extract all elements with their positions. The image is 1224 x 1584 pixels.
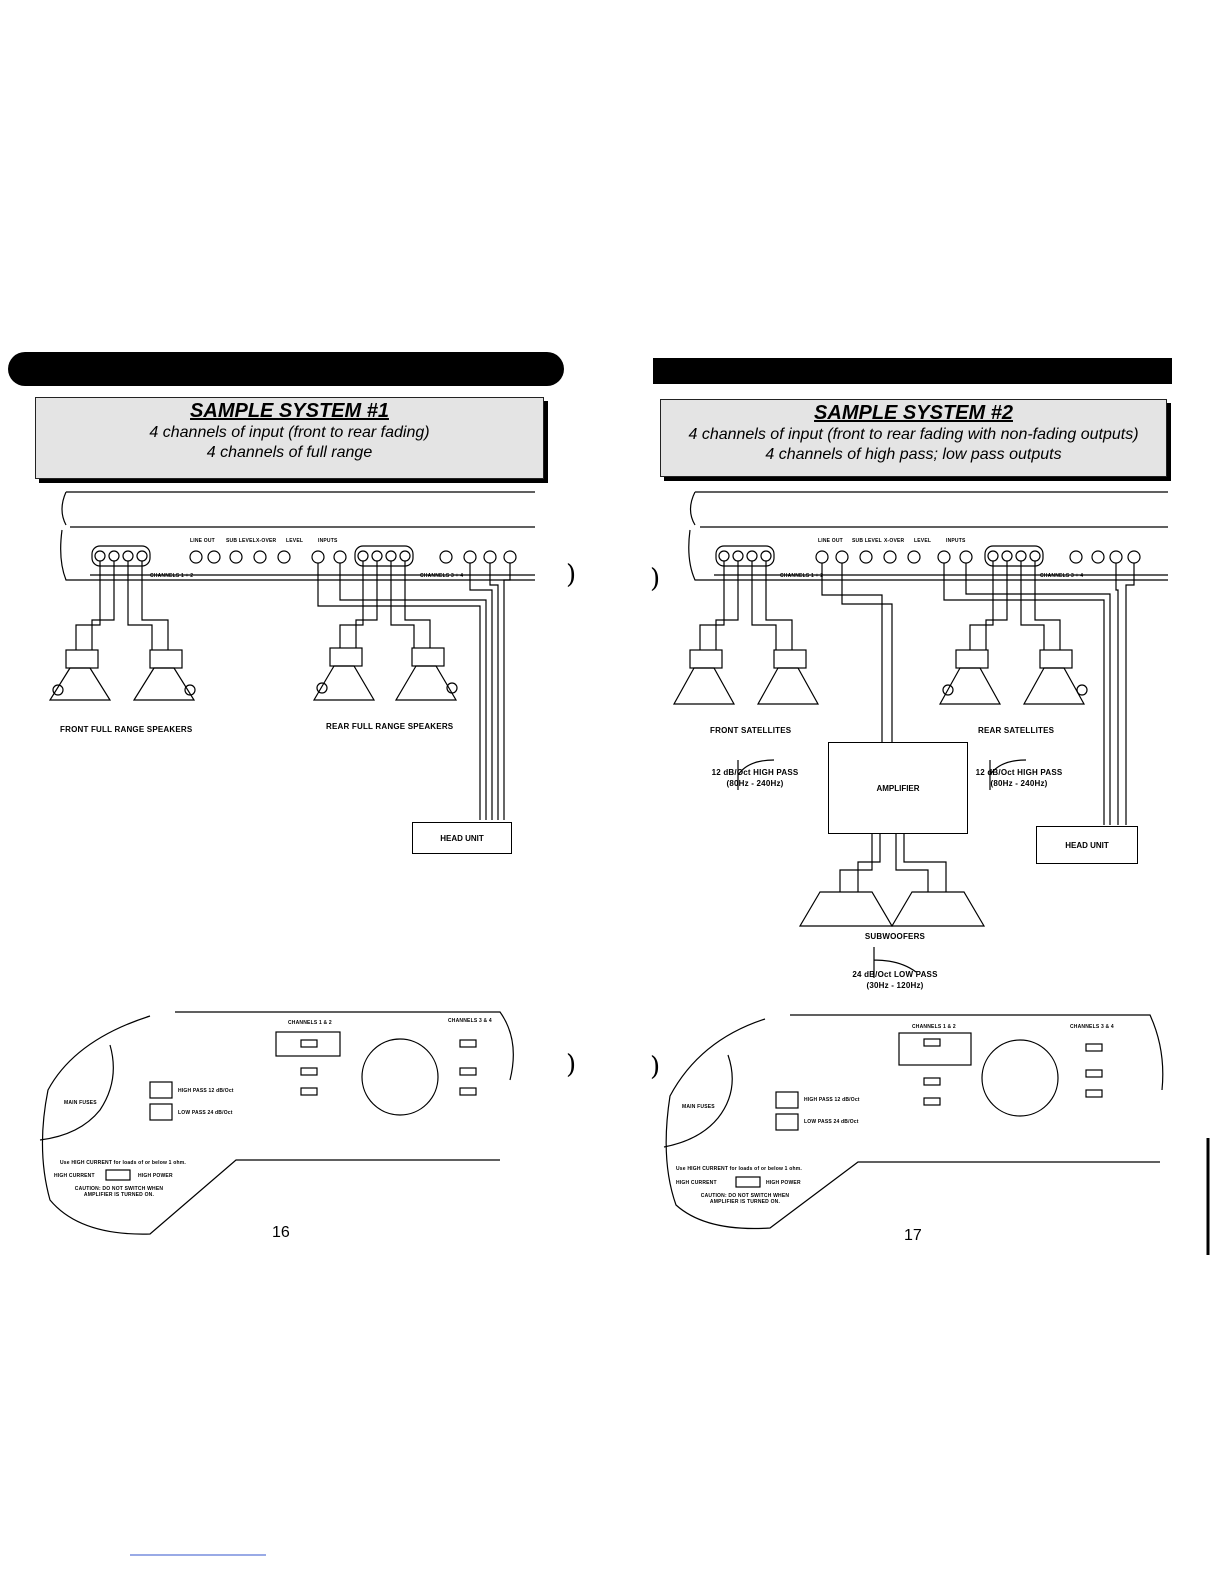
left-cp-channels-34: CHANNELS 3 & 4 bbox=[448, 1018, 492, 1024]
amplifier-box: AMPLIFIER bbox=[828, 742, 968, 834]
left-xover-label: X-OVER bbox=[256, 538, 277, 544]
right-level-label: LEVEL bbox=[914, 538, 932, 544]
left-high-power: HIGH POWER bbox=[138, 1173, 173, 1179]
left-channels-34-label: CHANNELS 3 + 4 bbox=[420, 573, 464, 579]
right-cp-channels-34: CHANNELS 3 & 4 bbox=[1070, 1024, 1114, 1030]
paren-left-2: ) bbox=[650, 1052, 661, 1082]
page-number-left: 16 bbox=[272, 1224, 290, 1241]
right-sub-level-label: SUB LEVEL bbox=[852, 538, 882, 544]
rear-filter-line-1: 12 dB/Oct HIGH PASS bbox=[975, 768, 1063, 777]
left-channels-12-label: CHANNELS 1 + 2 bbox=[150, 573, 194, 579]
left-head-unit: HEAD UNIT bbox=[412, 822, 512, 854]
front-full-range-label: FRONT FULL RANGE SPEAKERS bbox=[60, 725, 193, 734]
front-filter-line-2: (80Hz - 240Hz) bbox=[726, 779, 784, 788]
rear-full-range-label: REAR FULL RANGE SPEAKERS bbox=[326, 722, 454, 731]
right-subtitle-1: 4 channels of input (front to rear fading with non-fading outputs) bbox=[688, 426, 1139, 443]
sub-filter-line-1: 24 dB/Oct LOW PASS bbox=[852, 970, 938, 979]
left-high-current: HIGH CURRENT bbox=[54, 1173, 95, 1179]
left-cp-channels-12: CHANNELS 1 & 2 bbox=[288, 1020, 332, 1026]
left-high-current-note: Use HIGH CURRENT for loads of or below 1 ohm. bbox=[60, 1160, 186, 1166]
right-inputs-label: INPUTS bbox=[946, 538, 966, 544]
front-satellites-label: FRONT SATELLITES bbox=[710, 726, 792, 735]
left-low-pass: LOW PASS 24 dB/Oct bbox=[178, 1110, 233, 1116]
paren-left-1: ) bbox=[650, 564, 661, 594]
right-caution: CAUTION: DO NOT SWITCH WHEN AMPLIFIER IS TURNED ON. bbox=[700, 1193, 790, 1205]
left-subtitle-2: 4 channels of full range bbox=[206, 444, 373, 461]
left-caution: CAUTION: DO NOT SWITCH WHEN AMPLIFIER IS TURNED ON. bbox=[74, 1186, 164, 1198]
front-filter-line-1: 12 dB/Oct HIGH PASS bbox=[711, 768, 799, 777]
left-high-pass: HIGH PASS 12 dB/Oct bbox=[178, 1088, 234, 1094]
rear-satellites-label: REAR SATELLITES bbox=[978, 726, 1055, 735]
right-channels-12-label: CHANNELS 1 + 2 bbox=[780, 573, 824, 579]
right-low-pass: LOW PASS 24 dB/Oct bbox=[804, 1119, 859, 1125]
paren-right-2: ) bbox=[566, 1050, 577, 1080]
subwoofers-label: SUBWOOFERS bbox=[864, 932, 926, 941]
left-title: SAMPLE SYSTEM #1 bbox=[190, 400, 389, 422]
right-high-power: HIGH POWER bbox=[766, 1180, 801, 1186]
right-main-fuses: MAIN FUSES bbox=[682, 1104, 715, 1110]
right-cp-channels-12: CHANNELS 1 & 2 bbox=[912, 1024, 956, 1030]
right-subtitle-2: 4 channels of high pass; low pass outputs bbox=[765, 446, 1062, 463]
left-level-label: LEVEL bbox=[286, 538, 304, 544]
left-main-fuses: MAIN FUSES bbox=[64, 1100, 97, 1106]
left-line-out-label: LINE OUT bbox=[190, 538, 215, 544]
left-inputs-label: INPUTS bbox=[318, 538, 338, 544]
right-channels-34-label: CHANNELS 3 + 4 bbox=[1040, 573, 1084, 579]
rear-filter-line-2: (80Hz - 240Hz) bbox=[990, 779, 1048, 788]
right-high-pass: HIGH PASS 12 dB/Oct bbox=[804, 1097, 860, 1103]
right-xover-label: X-OVER bbox=[884, 538, 905, 544]
left-subtitle-1: 4 channels of input (front to rear fading) bbox=[149, 424, 430, 441]
right-high-current-note: Use HIGH CURRENT for loads of or below 1 ohm. bbox=[676, 1166, 802, 1172]
sub-filter-line-2: (30Hz - 120Hz) bbox=[866, 981, 924, 990]
paren-right-1: ) bbox=[566, 560, 577, 590]
page-number-right: 17 bbox=[904, 1227, 922, 1244]
left-sub-level-label: SUB LEVEL bbox=[226, 538, 256, 544]
right-head-unit: HEAD UNIT bbox=[1036, 826, 1138, 864]
right-line-out-label: LINE OUT bbox=[818, 538, 843, 544]
right-high-current: HIGH CURRENT bbox=[676, 1180, 717, 1186]
right-title: SAMPLE SYSTEM #2 bbox=[814, 402, 1013, 424]
